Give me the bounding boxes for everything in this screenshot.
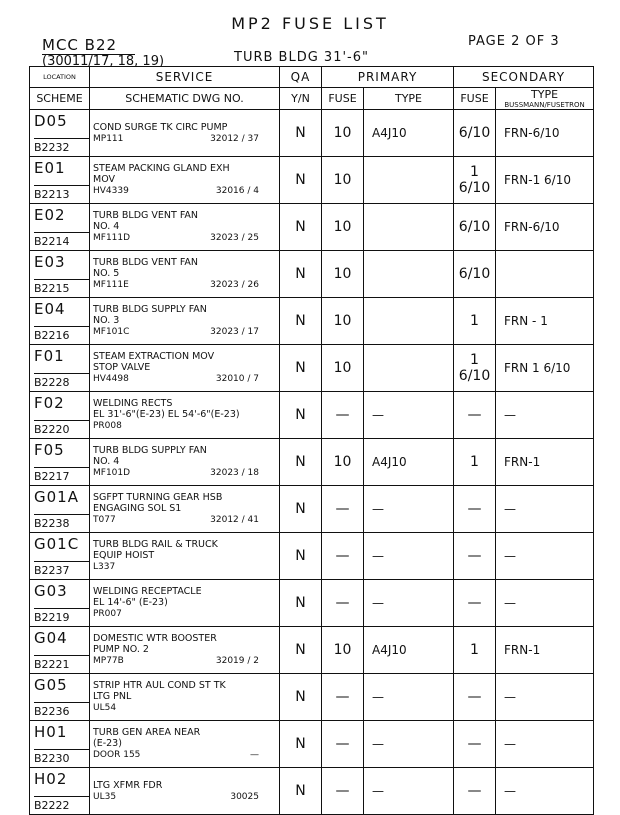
primary-fuse-cell: —: [322, 486, 364, 533]
secondary-fuse-cell: 1: [454, 439, 496, 486]
table-row: [30, 768, 594, 815]
service-name: COND SURGE TK CIRC PUMP: [93, 121, 228, 133]
service-cell: [90, 721, 280, 768]
secondary-fuse-cell: 1 6/10: [454, 157, 496, 204]
schematic-line: [93, 562, 279, 573]
primary-type-cell: [364, 157, 454, 204]
mcc-label: MCC B22: [42, 36, 135, 55]
primary-fuse-cell: 10: [322, 627, 364, 674]
schematic-line: [93, 468, 279, 479]
table-row: [30, 439, 594, 486]
qa-cell: N: [280, 345, 322, 392]
qa-cell: N: [280, 580, 322, 627]
secondary-fuse-cell: 1: [454, 298, 496, 345]
location-code: H01: [34, 722, 68, 741]
qa-cell: N: [280, 157, 322, 204]
primary-fuse-cell: —: [322, 392, 364, 439]
schematic-id: L337: [93, 562, 116, 572]
primary-type-cell: A4J10: [364, 627, 454, 674]
location-code: H02: [34, 769, 68, 788]
primary-type-cell: —: [364, 580, 454, 627]
scheme-number: B2220: [34, 420, 89, 436]
schematic-id: PR007: [93, 609, 122, 619]
drawing-number: —: [250, 750, 259, 760]
schematic-line: [93, 703, 279, 714]
qa-cell: N: [280, 533, 322, 580]
secondary-type-cell: FRN 1 6/10: [496, 345, 594, 392]
schematic-line: [93, 750, 279, 761]
scheme-number: B2221: [34, 655, 89, 671]
service-cell: [90, 674, 280, 721]
schematic-id: HV4339: [93, 186, 129, 196]
location-cell: [30, 768, 90, 815]
qa-cell: N: [280, 298, 322, 345]
schematic-line: [93, 374, 279, 385]
scheme-header: SCHEME: [30, 88, 90, 110]
secondary-type-header: [496, 88, 594, 110]
location-code: D05: [34, 111, 68, 130]
schematic-line: [93, 515, 279, 526]
secondary-fuse-cell: —: [454, 580, 496, 627]
schematic-line: [93, 280, 279, 291]
primary-fuse-cell: 10: [322, 110, 364, 157]
schematic-header: SCHEMATIC DWG NO.: [90, 88, 280, 110]
secondary-fuse-cell: —: [454, 674, 496, 721]
location-cell: [30, 110, 90, 157]
secondary-type-cell: —: [496, 392, 594, 439]
location-code: G01A: [34, 487, 79, 506]
drawing-number: 32023 / 18: [210, 468, 259, 478]
table-row: [30, 627, 594, 674]
secondary-type-cell: FRN-1: [496, 439, 594, 486]
mcc-codes: (30011/17, 18, 19): [42, 54, 165, 69]
scheme-number: B2217: [34, 467, 89, 483]
primary-fuse-cell: 10: [322, 345, 364, 392]
document-title: MP2 FUSE LIST: [231, 14, 389, 33]
service-name: TURB BLDG VENT FAN: [93, 210, 199, 221]
service-name: WELDING RECTS: [93, 398, 173, 409]
schematic-id: T077: [93, 515, 116, 525]
service-cell: [90, 157, 280, 204]
service-name: WELDING RECEPTACLE: [93, 586, 202, 597]
secondary-fuse-cell: —: [454, 392, 496, 439]
secondary-type-cell: FRN - 1: [496, 298, 594, 345]
location-code: G04: [34, 628, 68, 647]
primary-fuse-cell: —: [322, 533, 364, 580]
location-code: G03: [34, 581, 68, 600]
secondary-type-cell: [496, 251, 594, 298]
drawing-number: 32023 / 26: [210, 280, 259, 290]
secondary-fuse-cell: —: [454, 721, 496, 768]
scheme-number: B2222: [34, 796, 89, 812]
service-cell: [90, 533, 280, 580]
primary-type-cell: —: [364, 392, 454, 439]
location-cell: [30, 533, 90, 580]
scheme-number: B2230: [34, 749, 89, 765]
qa-header: QA: [280, 67, 322, 88]
qa-cell: N: [280, 251, 322, 298]
drawing-number: 32019 / 2: [215, 656, 259, 666]
primary-type-cell: [364, 345, 454, 392]
qa-cell: N: [280, 486, 322, 533]
service-cell: [90, 298, 280, 345]
schematic-line: [93, 609, 279, 620]
service-detail: PUMP NO. 2: [93, 644, 149, 655]
schematic-line: [93, 792, 279, 803]
primary-fuse-header: FUSE: [322, 88, 364, 110]
location-code: G05: [34, 675, 68, 694]
scheme-number: B2237: [34, 561, 89, 577]
secondary-fuse-cell: 6/10: [454, 110, 496, 157]
scheme-number: B2228: [34, 373, 89, 389]
primary-fuse-cell: 10: [322, 157, 364, 204]
primary-fuse-cell: —: [322, 674, 364, 721]
yn-header: Y/N: [280, 88, 322, 110]
service-detail: NO. 4: [93, 456, 120, 467]
scheme-number: B2232: [34, 138, 89, 154]
schematic-line: [93, 186, 279, 197]
primary-type-cell: —: [364, 486, 454, 533]
service-detail: EL 14'-6" (E-23): [93, 597, 168, 608]
secondary-type-label: TYPE: [531, 88, 559, 101]
qa-cell: N: [280, 674, 322, 721]
location-code: F02: [34, 393, 65, 412]
service-detail: ENGAGING SOL S1: [93, 503, 182, 514]
table-row: [30, 251, 594, 298]
primary-fuse-cell: 10: [322, 204, 364, 251]
service-detail: NO. 3: [93, 315, 120, 326]
scheme-number: B2214: [34, 232, 89, 248]
location-header: LOCATION: [30, 67, 90, 88]
page-number: PAGE 2 OF 3: [468, 34, 560, 49]
service-detail: EQUIP HOIST: [93, 550, 155, 561]
primary-fuse-cell: —: [322, 768, 364, 815]
schematic-id: MP111: [93, 133, 124, 144]
secondary-fuse-cell: 1: [454, 627, 496, 674]
table-row: [30, 674, 594, 721]
table-row: [30, 345, 594, 392]
table-row: [30, 392, 594, 439]
service-cell: [90, 110, 280, 157]
building-location: TURB BLDG 31'-6": [234, 50, 369, 65]
secondary-type-sublabel: BUSSMANN/FUSETRON: [504, 101, 585, 109]
service-name: TURB BLDG VENT FAN: [93, 257, 199, 268]
primary-type-cell: —: [364, 533, 454, 580]
location-cell: [30, 486, 90, 533]
primary-type-label: TYPE: [394, 92, 423, 105]
schematic-line: [93, 327, 279, 338]
service-detail: (E-23): [93, 738, 122, 749]
schematic-id: MF111E: [93, 280, 129, 290]
scheme-number: B2236: [34, 702, 89, 718]
service-detail: NO. 4: [93, 221, 120, 232]
service-name: SGFPT TURNING GEAR HSB: [93, 492, 223, 503]
service-name: DOMESTIC WTR BOOSTER: [93, 633, 217, 644]
schematic-id: PR008: [93, 421, 122, 431]
table-row: [30, 486, 594, 533]
schematic-id: MF111D: [93, 233, 131, 243]
location-code: E03: [34, 252, 66, 271]
secondary-type-cell: FRN-1 6/10: [496, 157, 594, 204]
location-code: E01: [34, 158, 66, 177]
qa-cell: N: [280, 204, 322, 251]
scheme-number: B2219: [34, 608, 89, 624]
schematic-line: [93, 134, 279, 145]
secondary-type-cell: —: [496, 580, 594, 627]
table-row: [30, 110, 594, 157]
secondary-type-cell: —: [496, 768, 594, 815]
service-cell: [90, 345, 280, 392]
service-cell: [90, 251, 280, 298]
location-code: E04: [34, 299, 66, 318]
secondary-fuse-cell: 6/10: [454, 251, 496, 298]
service-cell: [90, 768, 280, 815]
qa-cell: N: [280, 768, 322, 815]
location-code: F01: [34, 346, 65, 365]
location-cell: [30, 439, 90, 486]
qa-cell: N: [280, 627, 322, 674]
drawing-number: 30025: [230, 791, 259, 802]
primary-fuse-cell: 10: [322, 251, 364, 298]
secondary-fuse-cell: —: [454, 768, 496, 815]
secondary-type-cell: —: [496, 674, 594, 721]
scheme-number: B2215: [34, 279, 89, 295]
table-row: [30, 580, 594, 627]
secondary-type-cell: —: [496, 486, 594, 533]
location-cell: [30, 298, 90, 345]
qa-cell: N: [280, 439, 322, 486]
service-cell: [90, 486, 280, 533]
secondary-type-cell: FRN-1: [496, 627, 594, 674]
primary-header: PRIMARY: [322, 67, 454, 88]
primary-type-cell: [364, 251, 454, 298]
table-row: [30, 157, 594, 204]
primary-type-cell: [364, 204, 454, 251]
service-detail: MOV: [93, 174, 116, 185]
location-cell: [30, 627, 90, 674]
primary-type-cell: —: [364, 721, 454, 768]
location-code: G01C: [34, 534, 80, 553]
schematic-id: UL35: [93, 791, 117, 802]
qa-cell: N: [280, 110, 322, 157]
service-cell: [90, 392, 280, 439]
secondary-fuse-cell: 6/10: [454, 204, 496, 251]
schematic-line: [93, 233, 279, 244]
service-cell: [90, 439, 280, 486]
scheme-number: B2213: [34, 185, 89, 201]
service-detail: NO. 5: [93, 268, 120, 279]
service-cell: [90, 627, 280, 674]
location-code: F05: [34, 440, 65, 459]
service-name: TURB BLDG SUPPLY FAN: [93, 304, 207, 315]
primary-type-cell: [364, 298, 454, 345]
schematic-id: HV4498: [93, 374, 129, 384]
drawing-number: 32016 / 4: [215, 186, 259, 196]
secondary-header: SECONDARY: [454, 67, 594, 88]
schematic-id: DOOR 155: [93, 750, 141, 760]
service-name: STEAM EXTRACTION MOV: [93, 351, 215, 362]
service-detail: LTG PNL: [93, 691, 132, 702]
table-row: [30, 533, 594, 580]
schematic-id: MF101C: [93, 327, 130, 337]
secondary-type-cell: FRN-6/10: [496, 110, 594, 157]
location-cell: [30, 721, 90, 768]
secondary-type-cell: FRN-6/10: [496, 204, 594, 251]
drawing-number: 32012 / 37: [210, 133, 259, 144]
table-row: [30, 298, 594, 345]
location-cell: [30, 674, 90, 721]
primary-fuse-cell: —: [322, 721, 364, 768]
location-cell: [30, 251, 90, 298]
primary-type-cell: —: [364, 674, 454, 721]
secondary-type-cell: —: [496, 721, 594, 768]
primary-type-cell: A4J10: [364, 110, 454, 157]
location-cell: [30, 345, 90, 392]
primary-type-header: [364, 88, 454, 110]
location-cell: [30, 392, 90, 439]
schematic-line: [93, 421, 279, 432]
fuse-table: [29, 66, 594, 815]
table-row: [30, 721, 594, 768]
location-cell: [30, 204, 90, 251]
secondary-fuse-header: FUSE: [454, 88, 496, 110]
service-cell: [90, 204, 280, 251]
service-detail: STOP VALVE: [93, 362, 151, 373]
schematic-line: [93, 656, 279, 667]
service-name: LTG XFMR FDR: [93, 779, 163, 791]
primary-fuse-cell: —: [322, 580, 364, 627]
schematic-id: UL54: [93, 703, 117, 713]
primary-type-cell: A4J10: [364, 439, 454, 486]
service-header: SERVICE: [90, 67, 280, 88]
qa-cell: N: [280, 392, 322, 439]
schematic-id: MP77B: [93, 656, 124, 666]
drawing-number: 32012 / 41: [210, 515, 259, 525]
scheme-number: B2238: [34, 514, 89, 530]
qa-cell: N: [280, 721, 322, 768]
service-name: TURB BLDG SUPPLY FAN: [93, 445, 207, 456]
service-cell: [90, 580, 280, 627]
service-name: TURB BLDG RAIL & TRUCK: [93, 539, 218, 550]
primary-fuse-cell: 10: [322, 439, 364, 486]
table-row: [30, 204, 594, 251]
service-detail: EL 31'-6"(E-23) EL 54'-6"(E-23): [93, 409, 240, 420]
secondary-type-cell: —: [496, 533, 594, 580]
secondary-fuse-cell: —: [454, 486, 496, 533]
service-name: STRIP HTR AUL COND ST TK: [93, 680, 226, 691]
primary-fuse-cell: 10: [322, 298, 364, 345]
drawing-number: 32023 / 25: [210, 233, 259, 243]
service-name: TURB GEN AREA NEAR: [93, 727, 201, 738]
location-code: E02: [34, 205, 66, 224]
location-cell: [30, 580, 90, 627]
secondary-fuse-cell: —: [454, 533, 496, 580]
service-name: STEAM PACKING GLAND EXH: [93, 163, 230, 174]
secondary-fuse-cell: 1 6/10: [454, 345, 496, 392]
schematic-id: MF101D: [93, 468, 131, 478]
primary-type-cell: —: [364, 768, 454, 815]
drawing-number: 32023 / 17: [210, 327, 259, 337]
drawing-number: 32010 / 7: [215, 374, 259, 384]
location-cell: [30, 157, 90, 204]
scheme-number: B2216: [34, 326, 89, 342]
